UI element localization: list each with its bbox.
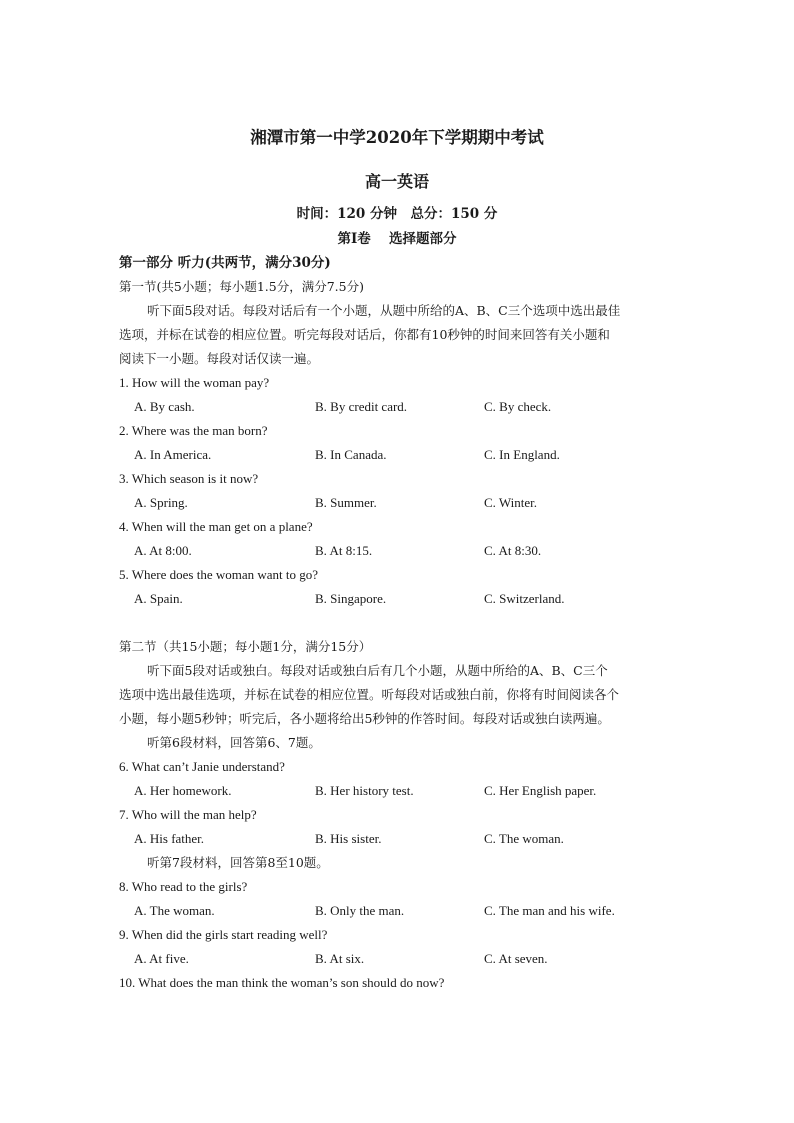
option-b: B. By credit card. (315, 399, 408, 414)
option-c: C. Switzerland. (484, 591, 565, 606)
volume-heading: 第Ⅰ卷 选择题部分 (337, 231, 457, 247)
exam-time-score: 时间：120 分钟 总分：150 分 (296, 206, 498, 222)
question-text: 1. How will the woman pay? (119, 375, 270, 390)
option-c: C. At seven. (484, 951, 548, 966)
option-b: B. At 8:15. (315, 543, 373, 558)
section1-heading: 第一节(共5小题；每小题1.5分，满分7.5分) (119, 279, 364, 294)
option-a: A. In America. (134, 447, 212, 462)
section1-instruction-line: 听下面5段对话。每段对话后有一个小题，从题中所给的A、B、C三个选项中选出最佳 (147, 303, 621, 318)
section1-instruction-line: 选项，并标在试卷的相应位置。听完每段对话后，你都有10秒钟的时间来回答有关小题和 (119, 327, 610, 342)
option-a: A. His father. (134, 831, 205, 846)
section2-instruction-line: 选项中选出最佳选项，并标在试卷的相应位置。听每段对话或独白前，你将有时间阅读各个 (119, 687, 620, 702)
question-text: 8. Who read to the girls? (119, 879, 248, 894)
exam-title: 湘潭市第一中学2020年下学期期中考试 (250, 128, 544, 147)
option-a: A. Spring. (134, 495, 188, 510)
option-c: C. Winter. (484, 495, 538, 510)
question-text: 10. What does the man think the woman’s son should do now? (119, 975, 445, 990)
option-b: B. Only the man. (315, 903, 405, 918)
option-b: B. Her history test. (315, 783, 414, 798)
section2-heading: 第二节（共15小题；每小题1分，满分15分） (119, 639, 372, 654)
option-b: B. Singapore. (315, 591, 387, 606)
option-c: C. By check. (484, 399, 552, 414)
question-text: 9. When did the girls start reading well? (119, 927, 328, 942)
question-text: 3. Which season is it now? (119, 471, 259, 486)
option-b: B. His sister. (315, 831, 382, 846)
option-b: B. Summer. (315, 495, 377, 510)
material-note: 听第7段材料，回答第8至10题。 (147, 855, 329, 870)
option-c: C. The woman. (484, 831, 564, 846)
material-note: 听第6段材料，回答第6、7题。 (147, 735, 321, 750)
question-text: 6. What can’t Janie understand? (119, 759, 285, 774)
part1-heading: 第一部分 听力(共两节，满分30分) (119, 255, 331, 271)
section2-instruction-line: 听下面5段对话或独白。每段对话或独白后有几个小题，从题中所给的A、B、C三个 (147, 663, 608, 678)
option-c: C. Her English paper. (484, 783, 597, 798)
option-c: C. At 8:30. (484, 543, 542, 558)
option-c: C. The man and his wife. (484, 903, 615, 918)
exam-subject: 高一英语 (364, 172, 429, 191)
question-text: 5. Where does the woman want to go? (119, 567, 319, 582)
option-a: A. At five. (134, 951, 189, 966)
option-a: A. By cash. (134, 399, 195, 414)
section2-instruction-line: 小题，每小题5秒钟；听完后，各小题将给出5秒钟的作答时间。每段对话或独白读两遍。 (119, 711, 610, 726)
question-text: 4. When will the man get on a plane? (119, 519, 313, 534)
option-a: A. Spain. (134, 591, 183, 606)
option-a: A. The woman. (134, 903, 215, 918)
question-text: 7. Who will the man help? (119, 807, 257, 822)
option-b: B. In Canada. (315, 447, 387, 462)
option-a: A. At 8:00. (134, 543, 192, 558)
section1-instruction-line: 阅读下一小题。每段对话仅读一遍。 (119, 351, 320, 366)
option-b: B. At six. (315, 951, 365, 966)
question-text: 2. Where was the man born? (119, 423, 268, 438)
option-c: C. In England. (484, 447, 560, 462)
option-a: A. Her homework. (134, 783, 232, 798)
